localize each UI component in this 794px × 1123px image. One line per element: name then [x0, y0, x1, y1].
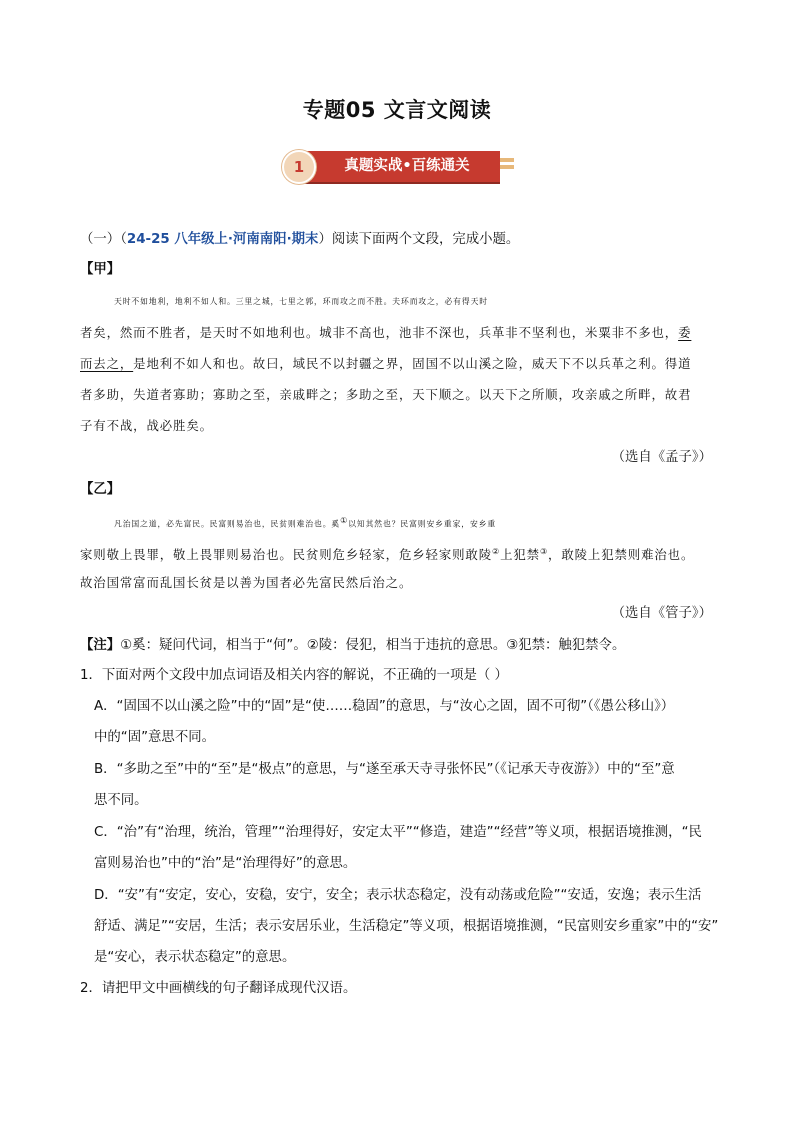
- option-d-cont: 是“安心，表示状态稳定”的意思。: [94, 950, 296, 965]
- annotation-note: [80, 636, 730, 656]
- passage-a-source: （选自《孟子》）: [611, 450, 712, 465]
- section-banner: [282, 148, 514, 186]
- passage-b-text: ，敢陵上犯禁则难治也。: [548, 547, 695, 563]
- note-label: 【注】: [80, 638, 121, 653]
- passage-b-text: 凡治国之道，必先富民。民富则易治也，民贫则难治也。奚: [114, 519, 341, 529]
- option-a-cont: 中的“固”意思不同。: [94, 730, 215, 745]
- passage-a-line: 天时不如地利，地利不如人和。三里之城，七里之郭，环而攻之而不胜。夫环而攻之，必有得天时: [114, 297, 488, 306]
- passage-b-line: [114, 511, 764, 535]
- passage-b-text: 家则敬上畏罪，敬上畏罪则易治也。民贫则危乡轻家，危乡轻家则敢陵: [80, 547, 493, 563]
- option-c-cont: 富则易治也”中的“治”是“治理得好”的意思。: [94, 856, 357, 871]
- footnote-marker: ②: [492, 547, 501, 556]
- passage-a-line: 者多助，失道者寡助；寡助之至，亲戚畔之；多助之至，天下顺之。以天下之所顺，攻亲戚之所畔，故君: [80, 387, 692, 402]
- passage-a-line-text: 是地利不如人和也。故曰，域民不以封疆之界，固国不以山溪之险，威天下不以兵革之利。得道: [133, 356, 692, 371]
- underlined-sentence: 而去之，: [80, 356, 134, 371]
- option-b-cont: 思不同。: [94, 793, 148, 808]
- question-intro: [80, 230, 730, 250]
- passage-b-text: 以知其然也？民富则安乡重家，安乡重: [348, 519, 497, 529]
- passage-a-line-text: 者矣，然而不胜者，是天时不如地利也。城非不高也，池非不深也，兵革非不坚利也，米粟非不多也，: [80, 325, 679, 340]
- option-b: B．“多助之至”中的“至”是“极点”的意思，与“遂至承天寺寻张怀民”（《记承天寺夜游》）中的“至”意: [94, 762, 675, 777]
- passage-a-line: [80, 354, 730, 374]
- passage-a-label: 【甲】: [80, 262, 121, 277]
- option-d: D．“安”有“安定，安心，安稳，安宁，安全；表示状态稳定，没有动荡或危险”“安适，安逸；表示生活: [94, 888, 702, 903]
- option-c: C．“治”有“治理，统治，管理”“治理得好，安定太平”“修造，建造”“经营”等义项，根据语境推测，“民: [94, 825, 702, 840]
- option-d-cont: 舒适、满足”“安居，生活；表示安居乐业，生活稳定”等义项，根据语境推测，“民富则安乡重家”中的“安”: [94, 919, 719, 934]
- banner-number-badge: 1: [282, 150, 316, 184]
- intro-suffix: ）阅读下面两个文段，完成小题。: [318, 232, 520, 247]
- intro-source: 24-25 八年级上·河南南阳·期末: [126, 232, 319, 247]
- note-text: ①奚：疑问代词，相当于“何”。②陵：侵犯，相当于违抗的意思。③犯禁：触犯禁令。: [120, 638, 626, 653]
- intro-prefix: （一）（: [80, 232, 127, 247]
- passage-b-label: 【乙】: [80, 482, 121, 497]
- passage-b-line: 故治国常富而乱国长贫是以善为国者必先富民然后治之。: [80, 575, 413, 590]
- passage-b-source: （选自《管子》）: [611, 606, 712, 621]
- passage-a-line: 子有不战，战必胜矣。: [80, 418, 213, 433]
- passage-b-text: 上犯禁: [500, 547, 540, 563]
- footnote-marker: ③: [539, 547, 549, 556]
- underlined-sentence: 委: [678, 325, 692, 340]
- page-title: 专题05 文言文阅读: [302, 98, 492, 122]
- question-1-stem: 1．下面对两个文段中加点词语及相关内容的解说，不正确的一项是（ ）: [80, 668, 508, 683]
- footnote-marker: ①: [340, 516, 349, 525]
- passage-b-line: [80, 542, 730, 565]
- banner-label: 真题实战•百练通关: [344, 158, 470, 174]
- option-a: A．“固国不以山溪之险”中的“固”是“使……稳固”的意思，与“汝心之固，固不可彻”（《愚公移山》）: [94, 699, 675, 714]
- passage-a-line: [80, 323, 730, 343]
- question-2-stem: 2．请把甲文中画横线的句子翻译成现代汉语。: [80, 981, 357, 996]
